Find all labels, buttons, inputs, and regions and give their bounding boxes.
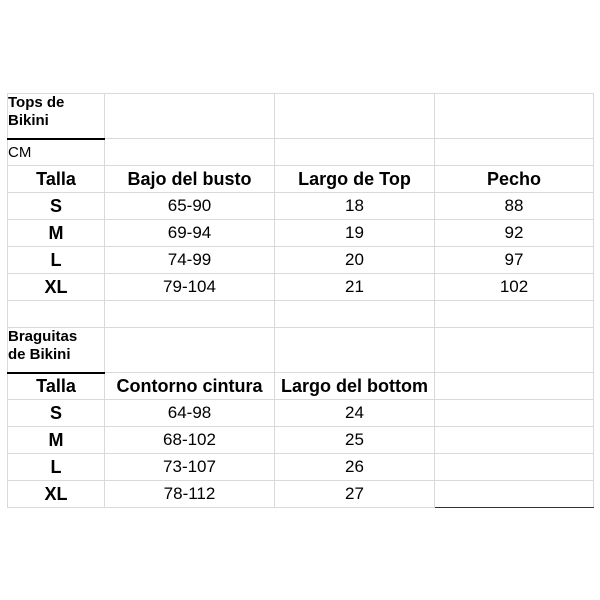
tops-top-length-cell: 21: [275, 274, 435, 301]
tops-header-underbust: Bajo del busto: [105, 166, 275, 193]
tops-title-line2: Bikini: [8, 112, 49, 129]
tops-chest-cell: 92: [435, 220, 594, 247]
table-row: [8, 274, 594, 301]
empty-cell: [435, 454, 594, 481]
bottoms-size-cell: L: [8, 454, 105, 481]
empty-cell: [105, 94, 275, 139]
tops-chest-cell: 102: [435, 274, 594, 301]
empty-cell: [275, 328, 435, 373]
table-row: [8, 247, 594, 274]
tops-size-cell: XL: [8, 274, 105, 301]
empty-cell: [435, 328, 594, 373]
bottoms-title-line1: Braguitas: [8, 328, 78, 345]
tops-chest-cell: 88: [435, 193, 594, 220]
tops-top-length-cell: 20: [275, 247, 435, 274]
empty-cell: [275, 301, 435, 328]
size-chart-table: [7, 93, 594, 508]
tops-size-cell: L: [8, 247, 105, 274]
bottoms-waist-cell: 73-107: [105, 454, 275, 481]
tops-title: [8, 94, 105, 139]
empty-cell: [105, 301, 275, 328]
bottoms-length-cell: 26: [275, 454, 435, 481]
empty-cell: [435, 139, 594, 166]
tops-underbust-cell: 69-94: [105, 220, 275, 247]
table-row: [8, 454, 594, 481]
tops-underbust-cell: 65-90: [105, 193, 275, 220]
empty-cell: [435, 481, 594, 508]
empty-cell: [435, 400, 594, 427]
bottoms-waist-cell: 68-102: [105, 427, 275, 454]
empty-cell: [435, 427, 594, 454]
bottoms-header-bottom-length: Largo del bottom: [275, 373, 435, 400]
empty-cell: [105, 139, 275, 166]
bottoms-title-line2: de Bikini: [8, 346, 71, 363]
empty-cell: [435, 94, 594, 139]
empty-cell: [105, 328, 275, 373]
table-row: [8, 400, 594, 427]
bottoms-length-cell: 25: [275, 427, 435, 454]
tops-size-cell: S: [8, 193, 105, 220]
bottoms-waist-cell: 64-98: [105, 400, 275, 427]
tops-top-length-cell: 19: [275, 220, 435, 247]
bottoms-size-cell: S: [8, 400, 105, 427]
table-row: [8, 220, 594, 247]
table-row: [8, 481, 594, 508]
tops-size-cell: M: [8, 220, 105, 247]
empty-cell: [8, 301, 105, 328]
bottoms-length-cell: 27: [275, 481, 435, 508]
bottoms-size-cell: M: [8, 427, 105, 454]
tops-title-line1: Tops de: [8, 94, 65, 111]
bottoms-size-cell: XL: [8, 481, 105, 508]
tops-underbust-cell: 79-104: [105, 274, 275, 301]
table-row: [8, 193, 594, 220]
tops-chest-cell: 97: [435, 247, 594, 274]
tops-header-chest: Pecho: [435, 166, 594, 193]
bottoms-length-cell: 24: [275, 400, 435, 427]
empty-cell: [435, 373, 594, 400]
tops-header-size: Talla: [8, 166, 105, 193]
tops-header-top-length: Largo de Top: [275, 166, 435, 193]
empty-cell: [275, 94, 435, 139]
table-row: [8, 427, 594, 454]
tops-unit: CM: [8, 139, 105, 166]
bottoms-header-size: Talla: [8, 373, 105, 400]
tops-top-length-cell: 18: [275, 193, 435, 220]
tops-underbust-cell: 74-99: [105, 247, 275, 274]
bottoms-title: [8, 328, 105, 373]
empty-cell: [435, 301, 594, 328]
empty-cell: [275, 139, 435, 166]
bottoms-header-waist: Contorno cintura: [105, 373, 275, 400]
bottoms-waist-cell: 78-112: [105, 481, 275, 508]
